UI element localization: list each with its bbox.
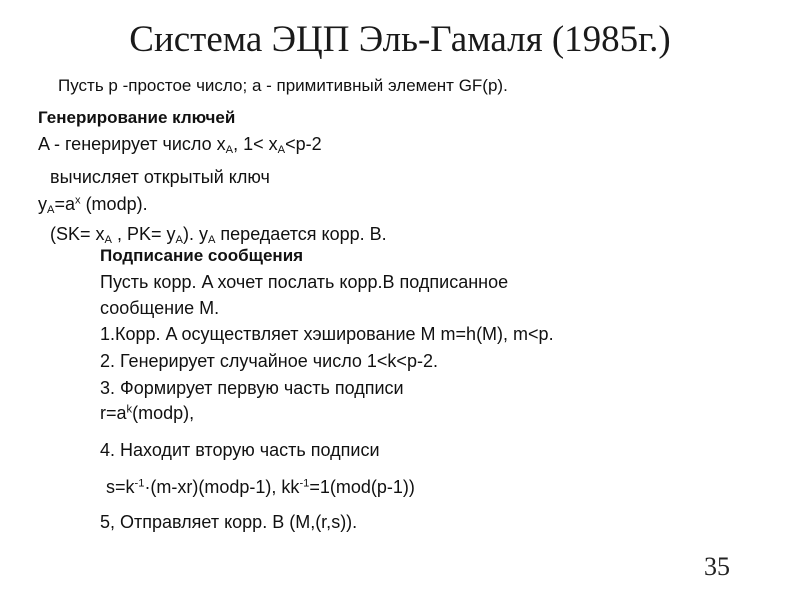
superscript: x (74, 194, 81, 207)
keygen-line-4-text: передается корр. B. (215, 224, 387, 244)
signing-line-8 (106, 477, 415, 498)
signing-line-5: 3. Формирует первую часть подписи (100, 378, 404, 398)
subscript: A (207, 233, 216, 246)
slide-title: Система ЭЦП Эль-Гамаля (1985г.) (129, 19, 671, 60)
intro-text: Пусть p -простое число; a - примитивный элемент GF(p). (58, 76, 508, 95)
superscript: k (126, 403, 133, 416)
superscript: -1 (134, 477, 145, 490)
keygen-line-4-text: , PK= y (111, 224, 176, 244)
signing-line-4: 2. Генерирует случайное число 1<k<p-2. (100, 351, 438, 371)
keygen-heading: Генерирование ключей (38, 108, 236, 127)
signing-line-2: сообщение M. (100, 298, 220, 318)
signing-line-1: Пусть корр. A хочет послать корр.B подписанное (100, 272, 509, 292)
signing-line-8-text: s=k (106, 477, 135, 497)
subscript: A (225, 143, 234, 156)
keygen-line-1 (38, 134, 322, 155)
signing-heading: Подписание сообщения (100, 246, 304, 265)
signing-line-8-text: ·(m-xr)(modp-1), kk (144, 477, 300, 497)
signing-line-8-text: =1(mod(p-1)) (309, 477, 415, 497)
subscript: A (175, 233, 183, 246)
subscript: A (47, 203, 55, 216)
keygen-line-3-text: =a (54, 194, 75, 214)
superscript: -1 (299, 477, 310, 490)
subscript: A (277, 143, 286, 156)
signing-line-7: 4. Находит вторую часть подписи (100, 440, 380, 460)
subscript: A (104, 233, 112, 246)
keygen-line-3 (38, 194, 148, 215)
signing-line-9: 5, Отправляет корр. B (M,(r,s)). (100, 512, 358, 532)
keygen-line-2: вычисляет открытый ключ (50, 167, 270, 187)
keygen-line-3-text: (modp). (80, 194, 148, 214)
signing-line-3: 1.Корр. A осуществляет хэширование M m=h(M), m<p. (100, 324, 554, 344)
keygen-line-1-text: , 1< x (233, 134, 278, 154)
signing-line-6 (100, 403, 194, 424)
keygen-line-1-text: A - генерирует число x (38, 134, 226, 154)
signing-line-6-text: (modp), (132, 403, 195, 423)
signing-line-6-text: r=a (100, 403, 127, 423)
page-number: 35 (704, 552, 730, 581)
keygen-line-1-text: <p-2 (285, 134, 322, 154)
keygen-line-4 (50, 224, 387, 245)
keygen-line-4-text: (SK= x (50, 224, 105, 244)
keygen-line-4-text: ). y (182, 224, 208, 244)
keygen-line-3-text: y (38, 194, 47, 214)
